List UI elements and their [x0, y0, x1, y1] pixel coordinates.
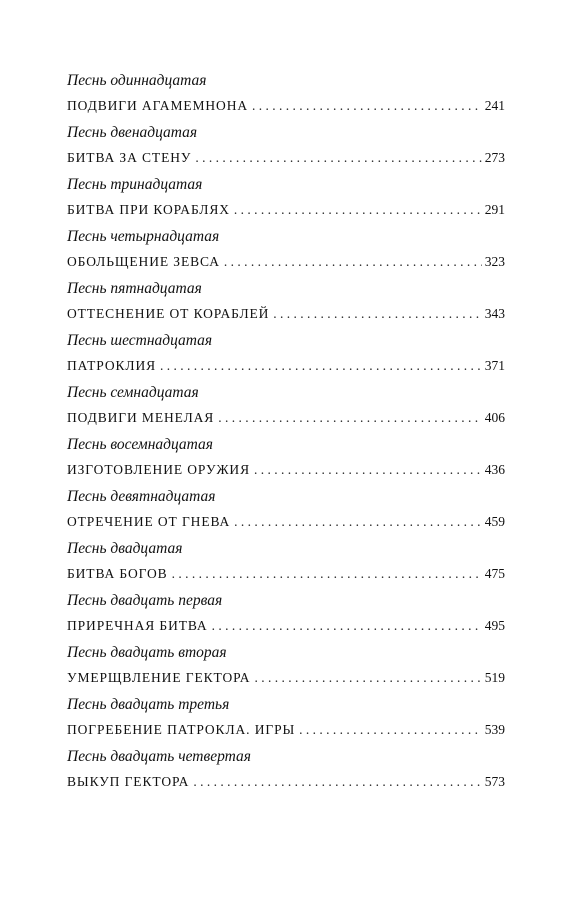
toc-entry: [67, 436, 505, 488]
dot-leader: [254, 669, 481, 687]
toc-entry: [67, 72, 505, 124]
chapter-title: ВЫКУП ГЕКТОРА: [67, 774, 190, 789]
page-number: 539: [484, 722, 505, 737]
song-heading: Песнь двадцать четвертая: [67, 748, 251, 765]
chapter-title: ИЗГОТОВЛЕНИЕ ОРУЖИЯ: [67, 462, 250, 477]
toc-line: [67, 669, 505, 687]
song-heading: Песнь тринадцатая: [67, 176, 203, 193]
toc-entry: [67, 228, 505, 280]
song-heading: Песнь шестнадцатая: [67, 332, 213, 349]
chapter-title: ПАТРОКЛИЯ: [67, 358, 156, 373]
toc-entry: [67, 540, 505, 592]
toc-line: [67, 305, 505, 323]
song-heading: Песнь пятнадцатая: [67, 280, 202, 297]
toc-line: [67, 357, 505, 375]
toc-entry: [67, 124, 505, 176]
page-number: 323: [484, 254, 505, 269]
dot-leader: [195, 149, 481, 167]
toc-entry: [67, 748, 505, 800]
dot-leader: [193, 773, 481, 791]
toc-entry: [67, 592, 505, 644]
song-heading: Песнь двенадцатая: [67, 124, 198, 141]
dot-leader: [234, 513, 482, 531]
page-number: 573: [484, 774, 505, 789]
chapter-title: ПОГРЕБЕНИЕ ПАТРОКЛА. ИГРЫ: [67, 722, 296, 737]
page-number: 475: [484, 566, 505, 581]
chapter-title: ПОДВИГИ МЕНЕЛАЯ: [67, 410, 215, 425]
toc-entry: [67, 384, 505, 436]
song-heading: Песнь двадцать первая: [67, 592, 223, 609]
toc-line: [67, 565, 505, 583]
dot-leader: [273, 305, 481, 323]
dot-leader: [234, 201, 482, 219]
song-heading: Песнь восемнадцатая: [67, 436, 214, 453]
dot-leader: [299, 721, 482, 739]
chapter-title: ПРИРЕЧНАЯ БИТВА: [67, 618, 208, 633]
page-number: 459: [484, 514, 505, 529]
toc-line: [67, 201, 505, 219]
song-heading: Песнь семнадцатая: [67, 384, 199, 401]
chapter-title: УМЕРЩВЛЕНИЕ ГЕКТОРА: [67, 670, 251, 685]
toc-line: [67, 409, 505, 427]
song-heading: Песнь одиннадцатая: [67, 72, 207, 89]
toc-entry: [67, 332, 505, 384]
song-heading: Песнь двадцатая: [67, 540, 183, 557]
table-of-contents: [67, 72, 505, 800]
dot-leader: [212, 617, 482, 635]
dot-leader: [218, 409, 482, 427]
chapter-title: БИТВА БОГОВ: [67, 566, 168, 581]
page-number: 241: [484, 98, 505, 113]
toc-entry: [67, 176, 505, 228]
page-number: 273: [484, 150, 505, 165]
song-heading: Песнь двадцать третья: [67, 696, 230, 713]
page-number: 519: [484, 670, 505, 685]
page-number: 406: [484, 410, 505, 425]
toc-line: [67, 617, 505, 635]
toc-line: [67, 97, 505, 115]
page-number: 291: [484, 202, 505, 217]
chapter-title: БИТВА ПРИ КОРАБЛЯХ: [67, 202, 230, 217]
toc-entry: [67, 644, 505, 696]
dot-leader: [172, 565, 482, 583]
toc-entry: [67, 488, 505, 540]
toc-entry: [67, 696, 505, 748]
page-number: 371: [484, 358, 505, 373]
toc-line: [67, 513, 505, 531]
chapter-title: ОТРЕЧЕНИЕ ОТ ГНЕВА: [67, 514, 231, 529]
page-number: 343: [484, 306, 505, 321]
toc-line: [67, 253, 505, 271]
chapter-title: ПОДВИГИ АГАМЕМНОНА: [67, 98, 249, 113]
chapter-title: ОТТЕСНЕНИЕ ОТ КОРАБЛЕЙ: [67, 306, 270, 321]
song-heading: Песнь девятнадцатая: [67, 488, 216, 505]
song-heading: Песнь двадцать вторая: [67, 644, 227, 661]
chapter-title: БИТВА ЗА СТЕНУ: [67, 150, 192, 165]
dot-leader: [160, 357, 482, 375]
toc-line: [67, 461, 505, 479]
toc-line: [67, 149, 505, 167]
dot-leader: [224, 253, 482, 271]
song-heading: Песнь четырнадцатая: [67, 228, 220, 245]
dot-leader: [252, 97, 482, 115]
page-number: 495: [484, 618, 505, 633]
toc-line: [67, 721, 505, 739]
page-number: 436: [484, 462, 505, 477]
dot-leader: [254, 461, 482, 479]
chapter-title: ОБОЛЬЩЕНИЕ ЗЕВСА: [67, 254, 220, 269]
toc-line: [67, 773, 505, 791]
toc-entry: [67, 280, 505, 332]
